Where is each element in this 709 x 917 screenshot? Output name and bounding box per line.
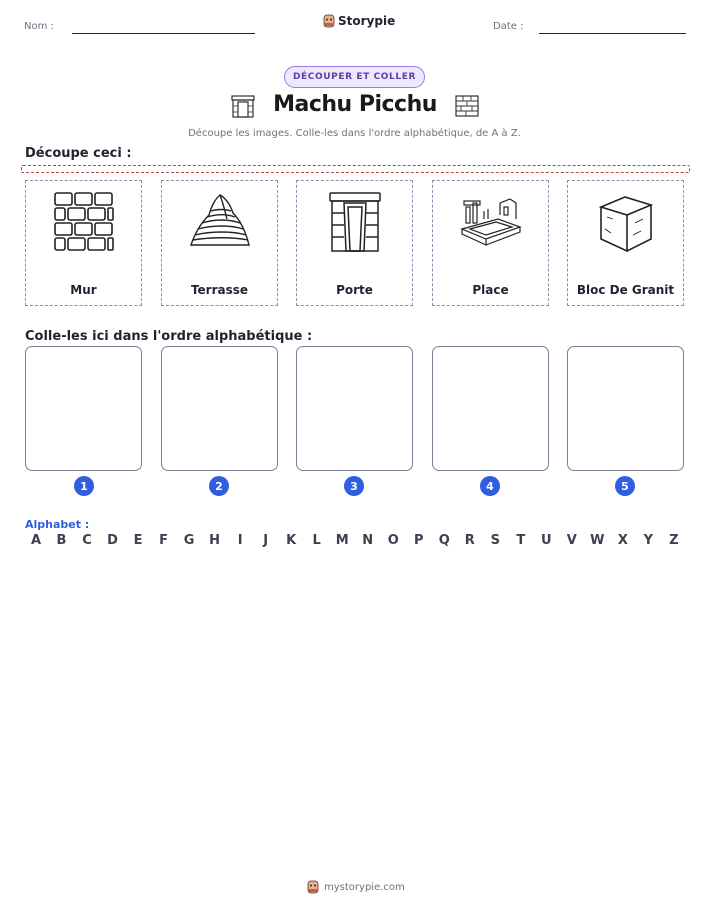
cut-card-mur[interactable] [25,180,142,306]
alphabet-title: Alphabet : [25,518,90,531]
name-label: Nom : [24,21,54,32]
card-label: Terrasse [190,283,249,297]
paste-slot-5[interactable] [567,346,684,471]
slot-number: 4 [480,476,500,496]
alphabet-letter: X [617,533,628,548]
alphabet-letter: O [387,533,399,548]
alphabet-letter: C [82,533,92,548]
activity-badge: DÉCOUPER ET COLLER [284,66,425,88]
alphabet-letter: P [413,533,424,548]
stone-wall-icon [51,189,117,255]
alphabet-letter: J [263,533,269,548]
alphabet-letter: L [312,533,321,548]
alphabet-letter: G [183,533,195,548]
cut-card-place[interactable] [432,180,549,306]
slot-number: 1 [74,476,94,496]
card-label: Place [472,283,509,297]
alphabet-letter: E [133,533,143,548]
brand-name: Storypie [338,14,396,28]
date-line[interactable] [539,33,686,34]
cut-card-bloc-de-granit[interactable] [567,180,684,306]
alphabet-letter: F [159,533,169,548]
name-line[interactable] [72,33,255,34]
alphabet-letter: D [107,533,118,548]
alphabet-letter: N [362,533,374,548]
alphabet-letter: R [464,533,475,548]
slot-number: 2 [209,476,229,496]
paste-slot-4[interactable] [432,346,549,471]
storypie-mascot-icon [323,14,335,28]
alphabet-letter: I [237,533,243,548]
alphabet-letter: Z [669,533,679,548]
stone-gate-icon [322,189,388,255]
cut-card-porte[interactable] [296,180,413,306]
instructions: Découpe les images. Colle-les dans l'ordre alphabétique, de A à Z. [188,128,521,139]
storypie-mascot-icon [307,880,319,894]
alphabet-letter: W [590,533,605,548]
card-label: Mur [70,283,97,297]
cut-guide-line [21,165,690,173]
footer-site: mystorypie.com [324,881,405,893]
cut-section-title: Découpe ceci : [25,146,132,161]
page-title: Machu Picchu [273,92,437,117]
paste-slot-2[interactable] [161,346,278,471]
alphabet-letter: S [490,533,500,548]
paste-slot-3[interactable] [296,346,413,471]
alphabet-letter: U [541,533,552,548]
alphabet-letter: V [566,533,577,548]
alphabet-letter: M [335,533,349,548]
card-label: Bloc De Granit [576,283,675,297]
alphabet-letter: Y [643,533,654,548]
slot-number: 5 [615,476,635,496]
plaza-ruins-icon [458,189,524,255]
stone-wall-icon [454,93,480,119]
paste-slot-1[interactable] [25,346,142,471]
alphabet-letter: K [286,533,297,548]
cut-card-terrasse[interactable] [161,180,278,306]
terrace-icon [187,189,253,255]
footer [307,880,405,894]
alphabet-row [28,533,682,548]
alphabet-letter: H [209,533,221,548]
paste-section-title: Colle-les ici dans l'ordre alphabétique : [25,329,313,344]
brand-logo [323,14,395,28]
date-label: Date : [493,21,524,32]
slot-number: 3 [344,476,364,496]
alphabet-letter: Q [438,533,450,548]
card-label: Porte [336,283,373,297]
granite-block-icon [593,189,659,255]
alphabet-letter: T [516,533,526,548]
alphabet-letter: A [30,533,42,548]
alphabet-letter: B [56,533,67,548]
stone-gate-icon [230,93,256,119]
